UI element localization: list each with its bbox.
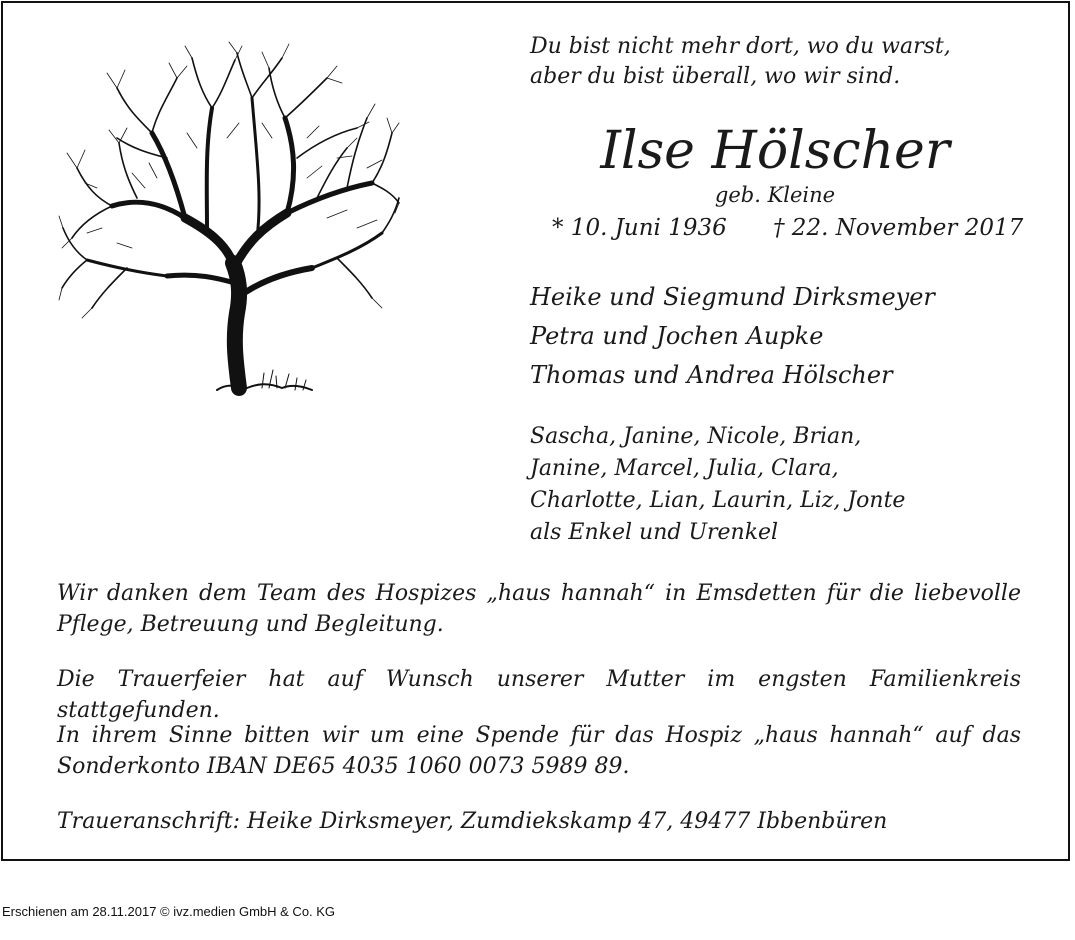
obituary-notice <box>1 1 1070 861</box>
birth-date: * 10. Juni 1936 <box>552 215 727 241</box>
grandchildren-line-1: Sascha, Janine, Nicole, Brian, <box>530 424 862 449</box>
family-line-1: Heike und Siegmund Dirksmeyer <box>530 283 935 311</box>
tree-illustration <box>57 38 401 400</box>
ceremony-paragraph: Die Trauerfeier hat auf Wunsch unserer Mutter im engsten Familienkreis stattgefunden. <box>57 667 1021 723</box>
family-line-2: Petra und Jochen Aupke <box>530 322 824 350</box>
grandchildren-line-2: Janine, Marcel, Julia, Clara, <box>530 456 839 481</box>
grandchildren-line-3: Charlotte, Lian, Laurin, Liz, Jonte <box>530 488 906 513</box>
quote-line-1: Du bist nicht mehr dort, wo du warst, <box>530 34 951 59</box>
deceased-name: Ilse Hölscher <box>600 121 950 181</box>
address-paragraph: Traueranschrift: Heike Dirksmeyer, Zumdiekskamp 47, 49477 Ibbenbüren <box>57 809 888 834</box>
death-date: † 22. November 2017 <box>773 215 1024 241</box>
publication-footer: Erschienen am 28.11.2017 © ivz.medien GmbH & Co. KG <box>2 904 336 919</box>
thanks-paragraph: Wir danken dem Team des Hospizes „haus hannah“ in Emsdetten für die liebevolle Pflege, Betreuung und Begleitung. <box>57 581 1021 637</box>
grandchildren-line-4: als Enkel und Urenkel <box>530 520 779 545</box>
maiden-name: geb. Kleine <box>714 183 836 207</box>
family-line-3: Thomas und Andrea Hölscher <box>530 361 893 389</box>
quote-line-2: aber du bist überall, wo wir sind. <box>530 64 901 89</box>
donation-paragraph: In ihrem Sinne bitten wir um eine Spende für das Hospiz „haus hannah“ auf das Sonderkonto IBAN DE65 4035 1060 0073 5989 89. <box>57 723 1021 779</box>
